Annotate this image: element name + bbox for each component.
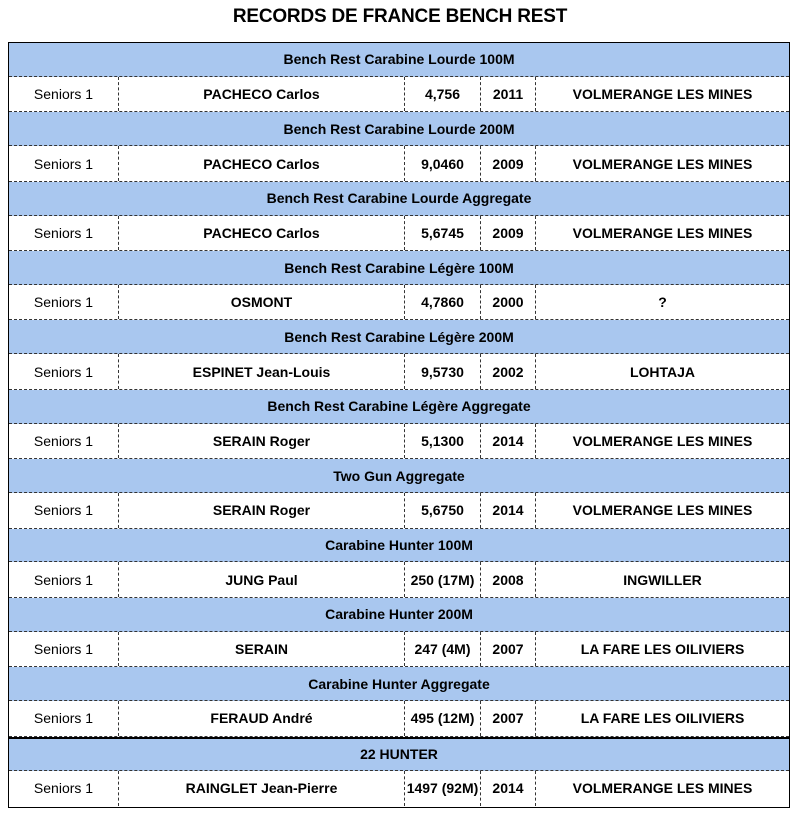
record-year: 2014 [481,424,536,458]
record-category: Seniors 1 [9,424,119,458]
record-year: 2007 [481,701,536,735]
record-year: 2014 [481,771,536,806]
record-row [9,701,789,736]
record-category: Seniors 1 [9,354,119,388]
section-heading: Bench Rest Carabine Lourde 200M [9,112,789,146]
record-row [9,354,789,389]
record-score: 4,7860 [405,285,481,319]
record-holder-name: OSMONT [119,285,405,319]
record-place: VOLMERANGE LES MINES [572,224,753,241]
record-place: VOLMERANGE LES MINES [572,432,753,449]
record-row [9,562,789,597]
record-score: 9,5730 [405,354,481,388]
section-heading: Bench Rest Carabine Lourde Aggregate [9,182,789,216]
section-heading: Bench Rest Carabine Légère Aggregate [9,390,789,424]
record-year: 2007 [481,632,536,666]
record-row [9,493,789,528]
record-place: LOHTAJA [629,363,696,380]
record-holder-name: ESPINET Jean-Louis [119,354,405,388]
record-holder-name: PACHECO Carlos [119,146,405,180]
section-heading: Bench Rest Carabine Lourde 100M [9,43,789,77]
record-category: Seniors 1 [9,562,119,596]
record-holder-name: PACHECO Carlos [119,216,405,250]
record-category: Seniors 1 [9,701,119,735]
page-title: RECORDS DE FRANCE BENCH REST [232,6,568,27]
record-category: Seniors 1 [9,146,119,180]
record-row [9,771,789,806]
record-score: 495 (12M) [405,701,481,735]
record-score: 247 (4M) [405,632,481,666]
record-row [9,77,789,112]
section-heading: Bench Rest Carabine Légère 100M [9,251,789,285]
record-place: LA FARE LES OILIVIERS [580,710,745,727]
record-year: 2002 [481,354,536,388]
record-year: 2000 [481,285,536,319]
record-year: 2011 [481,77,536,111]
record-score: 1497 (92M) [405,771,481,806]
record-year: 2014 [481,493,536,527]
record-category: Seniors 1 [9,285,119,319]
record-category: Seniors 1 [9,632,119,666]
record-category: Seniors 1 [9,771,119,806]
record-score: 4,756 [405,77,481,111]
section-heading: Carabine Hunter 200M [9,598,789,632]
record-year: 2008 [481,562,536,596]
record-holder-name: FERAUD André [119,701,405,735]
record-category: Seniors 1 [9,493,119,527]
record-category: Seniors 1 [9,77,119,111]
record-holder-name: SERAIN Roger [119,493,405,527]
section-heading: Two Gun Aggregate [9,459,789,493]
record-score: 5,1300 [405,424,481,458]
record-year: 2009 [481,216,536,250]
record-row [9,146,789,181]
record-row [9,424,789,459]
section-heading: 22 HUNTER [9,737,789,771]
record-holder-name: SERAIN [119,632,405,666]
record-holder-name: JUNG Paul [119,562,405,596]
record-place: LA FARE LES OILIVIERS [580,641,745,658]
record-place: VOLMERANGE LES MINES [572,502,753,519]
record-year: 2009 [481,146,536,180]
record-row [9,285,789,320]
record-score: 5,6745 [405,216,481,250]
record-place: VOLMERANGE LES MINES [572,86,753,103]
record-row [9,632,789,667]
record-place: INGWILLER [623,571,702,588]
record-holder-name: SERAIN Roger [119,424,405,458]
record-holder-name: PACHECO Carlos [119,77,405,111]
record-place: VOLMERANGE LES MINES [572,780,753,797]
record-score: 5,6750 [405,493,481,527]
records-table [8,42,790,808]
record-score: 250 (17M) [405,562,481,596]
record-place: ? [658,294,667,311]
record-holder-name: RAINGLET Jean-Pierre [119,771,405,806]
record-category: Seniors 1 [9,216,119,250]
section-heading: Carabine Hunter Aggregate [9,667,789,701]
record-score: 9,0460 [405,146,481,180]
section-heading: Bench Rest Carabine Légère 200M [9,320,789,354]
section-heading: Carabine Hunter 100M [9,529,789,563]
record-place: VOLMERANGE LES MINES [572,155,753,172]
record-row [9,216,789,251]
